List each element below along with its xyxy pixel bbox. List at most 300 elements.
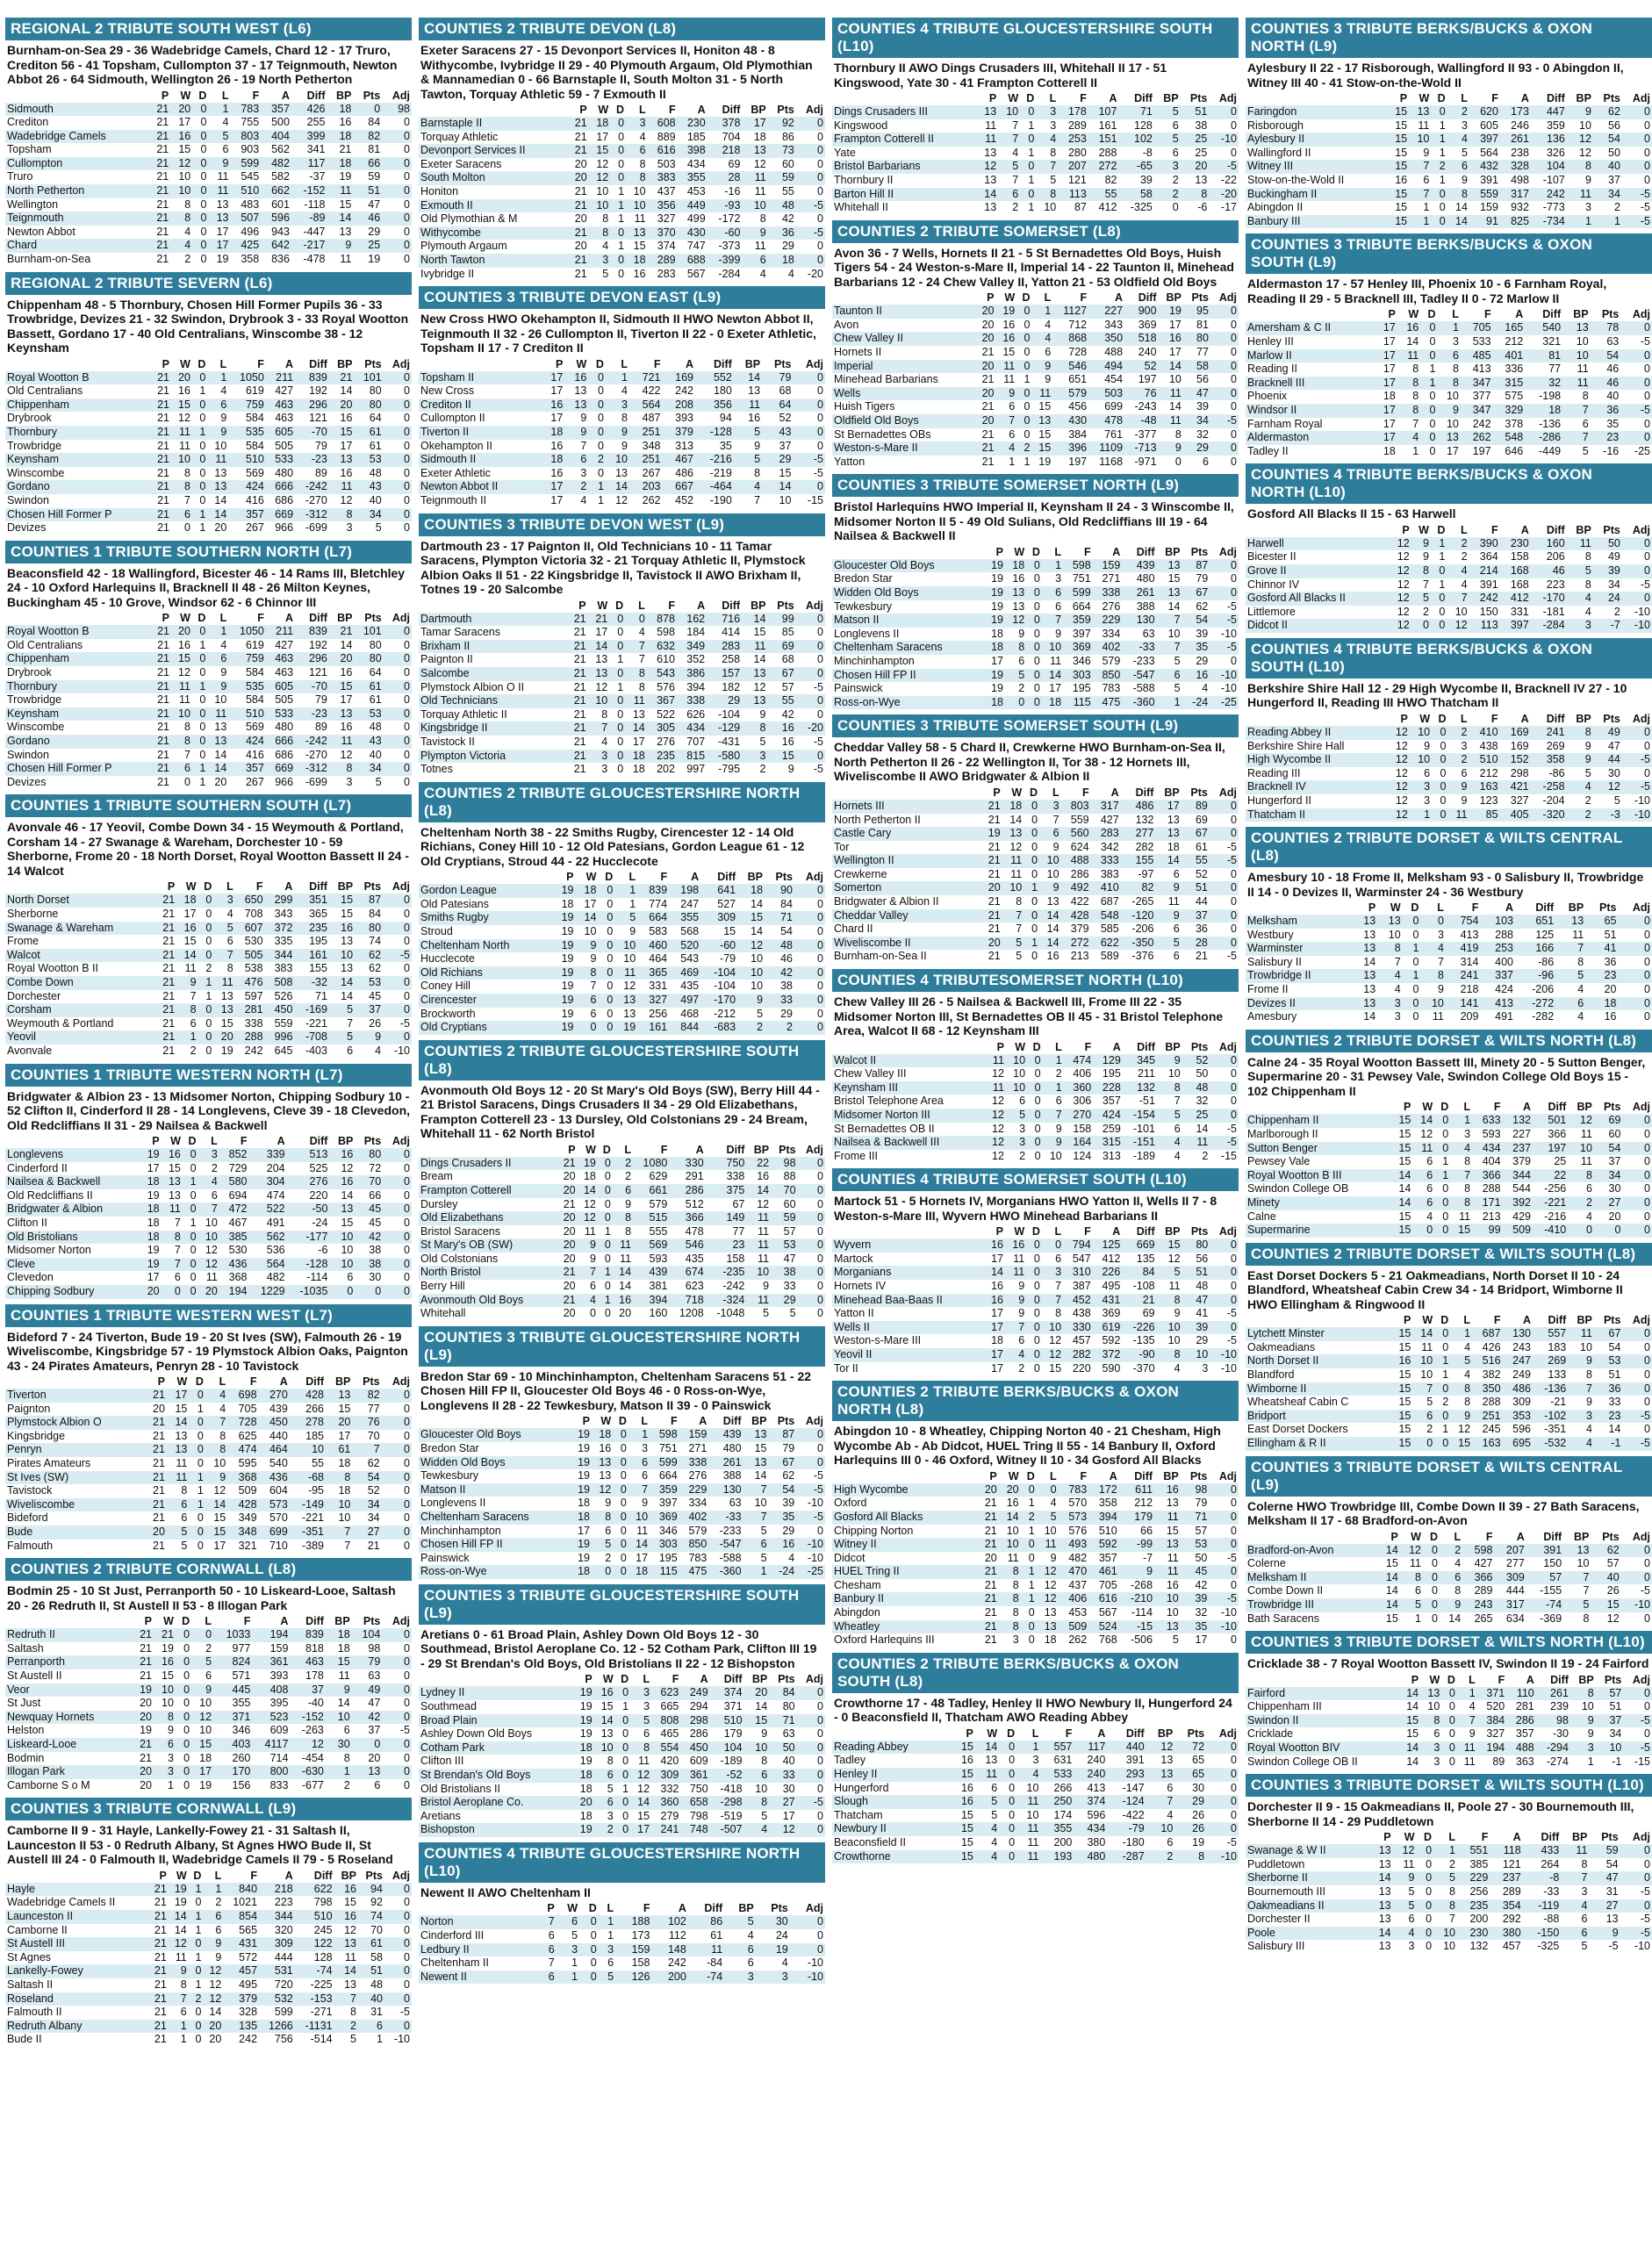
stat-cell: 101 (354, 625, 383, 639)
column-header: D (198, 89, 207, 102)
stat-cell: -5 (1210, 841, 1239, 855)
column-header: Adj (391, 880, 410, 894)
stat-cell: 496 (230, 226, 261, 240)
stat-cell: 0 (383, 922, 412, 936)
stat-cell: 5 (1447, 147, 1469, 161)
stat-cell: 10 (614, 939, 637, 953)
table-row (1246, 1010, 1652, 1024)
team-name: Minety (1246, 1196, 1391, 1210)
stat-cell: 16 (329, 721, 355, 735)
table-row (419, 1266, 825, 1280)
stat-cell: 0 (383, 976, 412, 990)
results-text: Beaconsfield 42 - 18 Wallingford, Bicester 46 - 14 Rams III, Bletchley 24 - 10 Oxford Harlequins II, Bracknell II 48 - 26 Milton Keynes, Buckingham 45 - 10 Grove, Windsor 62 - 6 Chinnor III (7, 565, 406, 609)
stat-cell: 0 (382, 1697, 412, 1711)
stat-cell: 5 (592, 1538, 613, 1552)
stat-cell: 151 (1088, 133, 1119, 147)
stat-cell: 12 (1593, 780, 1622, 794)
stat-cell: -74 (1526, 1598, 1563, 1612)
column-header: A (1112, 1225, 1121, 1238)
stat-cell: 8 (169, 1978, 189, 1992)
stat-cell: 212 (1493, 335, 1526, 349)
stat-cell: 21 (977, 1606, 999, 1620)
team-name: Old Bristolians (5, 1231, 140, 1245)
stat-cell: 276 (287, 1175, 330, 1189)
table-row (1246, 606, 1652, 620)
table-row (1246, 1700, 1652, 1714)
stat-cell: 98 (771, 1157, 797, 1171)
stat-cell: 194 (219, 1285, 249, 1299)
stat-cell: 14 (744, 1700, 770, 1714)
stat-cell: 8 (213, 962, 234, 976)
stat-cell: 19 (573, 1700, 594, 1714)
stat-cell: 439 (1122, 559, 1156, 573)
team-name: Hayle (5, 1883, 148, 1897)
team-name: Matson II (832, 614, 984, 628)
team-name: South Molton (419, 171, 567, 185)
stat-cell: 121 (295, 666, 329, 680)
stat-cell: 8 (171, 721, 192, 735)
table-row (1246, 1755, 1652, 1770)
stat-cell: 4 (355, 1045, 383, 1059)
stat-cell: 218 (707, 144, 743, 158)
column-header: Diff (309, 357, 327, 370)
stat-cell: 531 (259, 1964, 295, 1978)
stat-cell: 4 (975, 1822, 999, 1836)
stat-cell: 0 (1026, 1348, 1042, 1362)
stat-cell: 0 (598, 1198, 613, 1212)
stat-cell: 50 (769, 1741, 796, 1755)
stat-cell: 15 (205, 1511, 227, 1526)
stat-cell: 0 (796, 1525, 825, 1539)
team-name: Poole (1246, 1927, 1369, 1941)
stat-cell: -221 (290, 1511, 326, 1526)
stat-cell: 7 (326, 1526, 352, 1540)
stat-cell: 461 (1088, 1565, 1119, 1579)
stat-cell: 40 (358, 1992, 384, 2007)
stat-cell: 0 (1420, 915, 1445, 929)
stat-cell: 0 (1620, 321, 1652, 335)
stat-cell: 21 (145, 1498, 167, 1512)
stat-cell: 1 (1457, 1687, 1477, 1701)
stat-cell: 213 (1061, 950, 1091, 964)
team-name: Widden Old Boys (419, 1456, 571, 1470)
stat-cell: 87 (355, 894, 383, 908)
stat-cell: 14 (576, 911, 599, 925)
stat-cell: -90 (1122, 1348, 1156, 1362)
stat-cell: 5 (1393, 1899, 1417, 1913)
team-name: Minehead Baa-Baas II (832, 1294, 984, 1308)
stat-cell: -376 (1121, 950, 1156, 964)
team-name: Sidmouth (5, 103, 148, 117)
stat-cell: -70 (295, 426, 329, 440)
stat-cell: 13 (1039, 895, 1061, 909)
team-name: Hornets IV (832, 1280, 984, 1294)
stat-cell: -258 (1531, 780, 1567, 794)
stat-cell: 18 (576, 884, 599, 898)
stat-cell: 304 (249, 1175, 287, 1189)
team-name: Bristol Saracens (419, 1225, 557, 1239)
stat-cell: 124 (1064, 1150, 1094, 1164)
stat-cell: 20 (557, 1238, 577, 1253)
stat-cell: 126 (615, 1971, 651, 1985)
stat-cell: 0 (384, 762, 412, 776)
stat-cell: 158 (615, 1956, 651, 1971)
stat-cell: 4 (742, 268, 767, 282)
table-row (832, 1822, 1239, 1836)
stat-cell: 6 (613, 1184, 633, 1198)
column-header: BP (338, 1135, 354, 1147)
stat-cell: 1 (1593, 215, 1622, 229)
stat-cell: 0 (384, 666, 412, 680)
stat-cell: 410 (1091, 881, 1121, 895)
stat-cell: 491 (249, 1217, 287, 1231)
stat-cell: 0 (592, 1565, 613, 1579)
stat-cell: 3 (630, 1686, 651, 1700)
stat-cell: 0 (382, 157, 412, 171)
stat-cell: -10 (790, 1956, 825, 1971)
stat-cell: 3 (1561, 1885, 1589, 1899)
stat-cell: 379 (662, 426, 695, 440)
stat-cell: 58 (1118, 188, 1153, 202)
stat-cell: 509 (1503, 1224, 1533, 1238)
column-header: BP (1577, 1314, 1592, 1327)
stat-cell: 11 (1568, 1128, 1594, 1142)
stat-cell: -93 (707, 199, 743, 213)
column-header: D (1447, 1673, 1455, 1686)
stat-cell: 17 (191, 1765, 213, 1779)
stat-cell: 11 (167, 1457, 189, 1471)
stat-cell: 383 (1091, 868, 1121, 882)
column-header: F (1498, 1673, 1505, 1686)
column-header: W (1015, 1040, 1026, 1053)
column-4 (1246, 18, 1652, 2247)
stat-cell: 852 (219, 1148, 249, 1162)
stat-cell: 102 (651, 1915, 687, 1929)
stat-cell: 35 (769, 1511, 797, 1525)
stat-cell: 21 (148, 157, 170, 171)
column-header: D (198, 357, 206, 370)
league-table (419, 358, 825, 508)
stat-cell: 9 (208, 157, 230, 171)
stat-cell: 0 (598, 1307, 613, 1321)
stat-cell: -104 (700, 966, 737, 980)
stat-cell: 569 (633, 1238, 669, 1253)
league-section (419, 1842, 825, 1984)
stat-cell: 298 (680, 1714, 709, 1728)
stat-cell: 428 (227, 1498, 258, 1512)
team-name: Drybrook (5, 412, 150, 426)
stat-cell: 350 (1472, 1382, 1502, 1396)
column-header: D (1437, 523, 1446, 536)
stat-cell: 313 (662, 440, 695, 454)
column-header: F (1493, 1314, 1501, 1327)
league-table (5, 1615, 412, 1792)
column-header: BP (1576, 92, 1591, 104)
team-name: Dings Crusaders II (419, 1157, 557, 1171)
table-row (832, 628, 1239, 642)
table-row (1246, 997, 1652, 1011)
stat-cell: 6 (742, 254, 767, 268)
stat-cell: 0 (191, 1628, 213, 1642)
stat-cell: 21 (980, 800, 1002, 814)
stat-cell: 11 (1042, 655, 1063, 669)
stat-cell: 53 (354, 453, 383, 467)
stat-cell: 5 (1154, 1633, 1181, 1648)
stat-cell: 0 (384, 1910, 412, 1924)
stat-cell: -79 (1107, 1822, 1146, 1836)
stat-cell: -51 (1123, 1095, 1157, 1109)
stat-cell: 16 (1391, 1354, 1413, 1368)
stat-cell: 21 (148, 1992, 169, 2007)
stat-cell: 11 (1157, 1280, 1182, 1294)
table-row (419, 1538, 825, 1552)
stat-cell: 15 (1157, 572, 1182, 586)
column-header: Pts (1601, 1831, 1619, 1844)
stat-cell: 21 (148, 1937, 169, 1951)
table-row (419, 721, 825, 736)
stat-cell: 366 (1462, 1571, 1494, 1585)
stat-cell: 2 (1411, 606, 1431, 620)
stat-cell: 21 (566, 626, 588, 640)
stat-cell: 0 (183, 1202, 198, 1217)
stat-cell: 0 (613, 1442, 628, 1456)
stat-cell: 39 (1182, 628, 1210, 642)
stat-cell: 128 (1118, 119, 1153, 133)
stat-cell: 8 (326, 1752, 352, 1766)
stat-cell: 0 (797, 1686, 825, 1700)
stat-cell: 0 (1431, 592, 1447, 606)
stat-cell: 396 (1052, 442, 1088, 456)
table-row (5, 1217, 412, 1231)
column-header: Adj (1632, 308, 1650, 321)
stat-cell: 460 (637, 939, 669, 953)
stat-cell: 11 (169, 1951, 189, 1965)
column-header: Pts (1190, 786, 1208, 799)
stat-cell: 14 (329, 639, 355, 653)
stat-cell: 21 (148, 1924, 169, 1938)
league-table (419, 599, 825, 777)
stat-cell: 0 (1618, 942, 1652, 956)
stat-cell: 313 (1093, 1150, 1123, 1164)
column-header: Pts (363, 880, 382, 894)
stat-cell: 5 (734, 426, 762, 440)
stat-cell: 13 (1369, 1940, 1393, 1954)
column-header: F (1483, 308, 1491, 321)
team-name: Aylesbury II (1246, 133, 1387, 147)
team-name: Camborne II (5, 1924, 148, 1938)
team-name: North Dorset (5, 894, 155, 908)
table-row (5, 1951, 412, 1965)
team-name: Truro (5, 170, 148, 184)
team-name: Dursley (419, 1198, 557, 1212)
stat-cell: 15 (700, 925, 737, 939)
stat-cell: 0 (794, 939, 825, 953)
stat-cell: 3 (999, 1633, 1021, 1648)
stat-cell: 480 (708, 1442, 743, 1456)
stat-cell: 37 (355, 1003, 383, 1017)
league-table (5, 1135, 412, 1299)
stat-cell: 391 (1526, 1544, 1563, 1558)
team-name: Keynsham (5, 707, 150, 721)
stat-cell: 18 (327, 103, 354, 117)
table-row (1246, 1382, 1652, 1396)
column-header: D (204, 880, 212, 894)
stat-cell: 7 (1555, 942, 1585, 956)
team-name: Didcot II (1246, 619, 1389, 633)
table-row (419, 1769, 825, 1783)
column-header: L (1049, 92, 1057, 104)
column-header: F (257, 612, 264, 625)
results-text: Aylesbury II 22 - 17 Risborough, Wallingford II 93 - 0 Abingdon II, Witney III 40 - 41 Stow-on-the-Wold II (1247, 61, 1624, 90)
stat-cell: 1 (192, 426, 207, 440)
stat-cell: 0 (192, 666, 207, 680)
stat-cell: 0 (1434, 1210, 1450, 1224)
team-name: Amersham & C II (1246, 321, 1374, 335)
stat-cell: -360 (708, 1565, 743, 1579)
stat-cell: 121 (1490, 1858, 1522, 1872)
team-name: Kingsbridge (5, 1430, 145, 1444)
column-header: Diff (309, 1135, 328, 1147)
stat-cell: 8 (734, 467, 762, 481)
table-row (5, 226, 412, 240)
stat-cell: 33 (1594, 1396, 1623, 1410)
stat-cell: 39 (1181, 1592, 1210, 1606)
stat-cell: 6 (203, 1910, 223, 1924)
column-header: W (176, 1375, 188, 1389)
stat-cell: 8 (1397, 390, 1420, 404)
stat-cell: 476 (235, 976, 265, 990)
stat-cell: 543 (647, 667, 677, 681)
stat-cell: 5 (1005, 669, 1026, 683)
stat-cell: 358 (1088, 1497, 1119, 1511)
column-header: F (668, 599, 675, 612)
stat-cell: 19 (208, 253, 230, 267)
stat-cell: 0 (1027, 1150, 1043, 1164)
results-text: Bristol Harlequins HWO Imperial II, Keynsham II 24 - 3 Winscombe II, Midsomer Norton II 5 - 49 Old Sulians, Old Redcliffians III 19 - 64 Nailsea & Backwell II (834, 499, 1234, 543)
stat-cell: 27 (1594, 1196, 1623, 1210)
column-header: F (1080, 92, 1087, 104)
league-section (5, 1064, 412, 1299)
table-row (1246, 1544, 1652, 1558)
team-name: Plympton Victoria (419, 750, 566, 764)
stat-cell: 344 (265, 949, 295, 963)
stat-cell: 0 (1016, 414, 1031, 428)
stat-cell: 0 (579, 1956, 599, 1971)
stat-cell: 11 (167, 1471, 189, 1485)
table-row (5, 1642, 412, 1656)
stat-cell: 0 (192, 198, 208, 212)
stat-cell: 13 (1146, 1768, 1175, 1782)
stat-cell: 12 (588, 681, 610, 695)
stat-cell: 0 (797, 1714, 825, 1728)
stat-cell: 0 (1423, 1598, 1440, 1612)
stat-cell: 0 (1432, 767, 1447, 781)
stat-cell: 14 (606, 480, 629, 494)
stat-cell: 69 (1182, 814, 1210, 828)
stat-cell: 437 (648, 185, 678, 199)
stat-cell: 11 (628, 1525, 650, 1539)
stat-cell: 0 (1417, 1913, 1434, 1927)
table-row (832, 1150, 1239, 1164)
team-name: Wimborne II (1246, 1382, 1391, 1396)
column-header: L (607, 1902, 614, 1915)
stat-cell: 14 (329, 1189, 355, 1203)
stat-cell: 10 (1036, 201, 1058, 215)
stat-cell: -325 (1523, 1940, 1562, 1954)
stat-cell: 438 (1469, 740, 1499, 754)
stat-cell: 15 (1387, 160, 1409, 174)
stat-cell: 413 (1461, 363, 1493, 377)
stat-cell: 0 (610, 131, 626, 145)
stat-cell: 0 (1021, 1552, 1037, 1566)
stat-cell: -10 (1620, 1940, 1652, 1954)
stat-cell: 759 (228, 398, 266, 413)
stat-cell: 4 (1561, 1899, 1589, 1913)
stat-cell: 402 (1093, 641, 1123, 655)
team-name: Royal Wootton B (5, 371, 150, 385)
stat-cell: -225 (295, 1978, 334, 1992)
stat-cell: -5 (793, 453, 825, 467)
stat-cell: 2 (198, 962, 214, 976)
column-header: F (671, 1415, 678, 1428)
stat-cell: 0 (1206, 1754, 1239, 1768)
stat-cell: 70 (358, 1924, 384, 1938)
stat-cell: 71 (1181, 1511, 1210, 1525)
table-row (832, 1321, 1239, 1335)
stat-cell: 218 (1446, 983, 1481, 997)
stat-cell: 369 (1124, 319, 1158, 333)
team-name: Gosford All Blacks II (1246, 592, 1389, 606)
stat-cell: 747 (678, 240, 707, 254)
stat-cell: 6 (1420, 1727, 1441, 1741)
stat-cell: 8 (589, 226, 611, 240)
stat-cell: 20 (213, 1030, 234, 1045)
stat-cell: 8 (1570, 1687, 1596, 1701)
stat-cell: 40 (1591, 1571, 1620, 1585)
stat-cell: 11 (329, 735, 355, 749)
league-table (419, 1673, 825, 1837)
stat-cell: 0 (1417, 1927, 1434, 1941)
stat-cell: 14 (630, 1796, 651, 1810)
stat-cell: 357 (1088, 1552, 1119, 1566)
stat-cell: 18 (742, 131, 767, 145)
stat-cell: 13 (207, 735, 228, 749)
stat-cell: 13 (1409, 105, 1431, 119)
stat-cell: 9 (1159, 442, 1183, 456)
team-name: Weymouth & Portland (5, 1017, 155, 1031)
stat-cell: 5 (975, 1795, 999, 1809)
stat-cell: 0 (1210, 1238, 1239, 1253)
stat-cell: 159 (1093, 559, 1123, 573)
stat-cell: 0 (609, 640, 625, 654)
stat-cell: 8 (171, 480, 192, 494)
stat-cell: 197 (1124, 373, 1158, 387)
table-row (5, 1484, 412, 1498)
stat-cell: 11 (1031, 387, 1052, 401)
team-name: Bude (5, 1526, 145, 1540)
table-row (5, 1030, 412, 1045)
stat-cell: 412 (1093, 1253, 1123, 1267)
column-2 (419, 18, 825, 2247)
stat-cell: 996 (265, 1030, 295, 1045)
stat-cell: 14 (203, 2006, 223, 2020)
stat-cell: -274 (1536, 1755, 1570, 1770)
league-section (1246, 18, 1652, 228)
team-name: Abingdon (832, 1606, 977, 1620)
stat-cell: 17 (205, 1540, 227, 1554)
stat-cell: 545 (230, 170, 261, 184)
stat-cell: 0 (615, 1727, 630, 1741)
